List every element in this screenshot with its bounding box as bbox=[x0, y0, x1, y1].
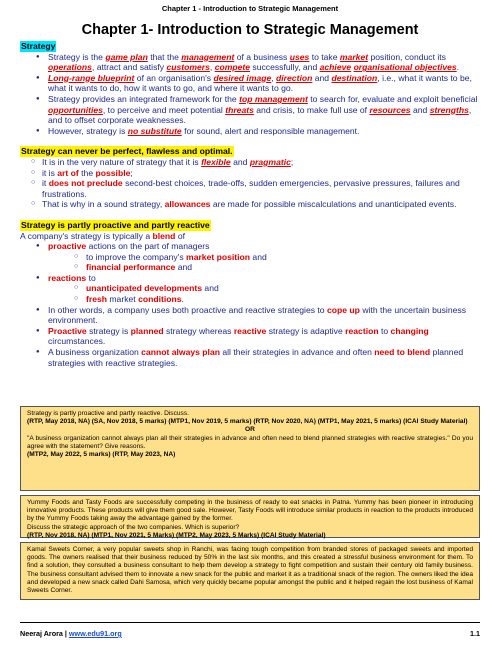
page-title: Chapter 1- Introduction to Strategic Management bbox=[81, 22, 419, 38]
list-item: ○ unanticipated developments and bbox=[20, 283, 480, 294]
section-strategy bbox=[20, 41, 480, 136]
main-content bbox=[20, 41, 480, 368]
question-box-2 bbox=[20, 495, 480, 538]
list-item: ○ to improve the company's market position and bbox=[20, 252, 480, 263]
footer-divider bbox=[20, 622, 480, 623]
list-item: ● reactions to ○ unanticipated developments and ○ fresh market conditions. bbox=[20, 273, 480, 305]
list-item: ● Strategy provides an integrated framework for the top management to search for, evaluate and exploit beneficial opportunities, to perceive and meet potential threats and crisis, to make full use of resources and strengths, and to offset corporate weaknesses. bbox=[20, 94, 480, 126]
case-text: Kamal Sweets Corner, a very popular sweets shop in Ranchi, was facing tough competition from branded stores of packaged sweets and imported goods. The owners realised that their business reduced by 50% in the last six months, and this created a stressful business environment for them. To find a solution, they consulted a business consultant to help them develop a strategy to fight competition and sustain their century old family business. The business consultant advised them to innovate a new snack for the public and market it as a traditional snack of the region. The owners liked the idea and developed a new snack called Dahi Samosa, which very quickly became popular amongst the public and it helped regain the lost business of Kamal Sweets Corner. bbox=[27, 546, 473, 595]
footer-author: Neeraj Arora | www.edu91.org bbox=[20, 629, 122, 638]
bullet-list bbox=[20, 52, 480, 137]
bullet-list bbox=[20, 241, 480, 368]
section-never-perfect bbox=[20, 146, 480, 210]
list-item: ● Strategy is the game plan that the management of a business uses to take market position, conduct its operations, attract and satisfy customers, compete successfully, and achieve organisational objectives. bbox=[20, 52, 480, 73]
list-item: ○ it does not preclude second-best choices, trade-offs, sudden emergencies, pervasive pressures, failures and frustrations. bbox=[20, 178, 480, 199]
list-item: ○ It is in the very nature of strategy that it is flexible and pragmatic; bbox=[20, 157, 480, 168]
question-sources: (RTP, May 2018, NA) (SA, Nov 2018, 5 marks) (MTP1, Nov 2019, 5 marks) (RTP, Nov 2020, NA) (MTP1, May 2021, 5 marks) (ICAI Study Material) bbox=[27, 418, 468, 426]
list-item: ○ That is why in a sound strategy, allowances are made for possible miscalculations and unanticipated events. bbox=[20, 199, 480, 210]
list-item: ○ fresh market conditions. bbox=[20, 294, 480, 305]
question-text: Discuss the strategic approach of the two companies. Which is superior? bbox=[27, 523, 240, 531]
question-sources: (MTP2, May 2022, 5 marks) (RTP, May 2023, NA) bbox=[27, 451, 176, 459]
sub-list bbox=[48, 283, 480, 304]
list-item: ○ it is art of the possible; bbox=[20, 168, 480, 179]
question-box-3 bbox=[20, 542, 480, 600]
section-proactive-reactive bbox=[20, 220, 480, 368]
sub-list bbox=[48, 252, 480, 273]
list-item: ● Long-range blueprint of an organisation's desired image, direction and destination, i.e., what it wants to be, what it wants to do, how it wants to go, and where it wants to go. bbox=[20, 73, 480, 94]
question-sources: (RTP, Nov 2018, NA) (MTP1, Nov 2021, 5 Marks) (MTP2, May 2023, 5 Marks) (ICAI Study Material) bbox=[27, 531, 326, 539]
case-text: Yummy Foods and Tasty Foods are successfully competing in the business of ready to eat snacks in Patna. Yummy has been pioneer in introducing innovative products. These products will give them good sale. However, Tasty Foods will introduce similar products in reaction to the products introduced by the Yummy Foods taking away the advantage gained by the former. bbox=[27, 499, 473, 523]
page-number: 1.1 bbox=[470, 629, 480, 638]
or-separator: OR bbox=[245, 426, 255, 434]
list-item: ○ financial performance and bbox=[20, 262, 480, 273]
website-link[interactable]: www.edu91.org bbox=[68, 629, 122, 638]
section-intro: A company's strategy is typically a blend of bbox=[20, 230, 185, 241]
list-item: ● Proactive strategy is planned strategy whereas reactive strategy is adaptive reaction to changing circumstances. bbox=[20, 326, 480, 347]
section-heading: Strategy bbox=[21, 41, 56, 51]
list-item: ● However, strategy is no substitute for sound, alert and responsible management. bbox=[20, 126, 480, 137]
question-text: Strategy is partly proactive and partly reactive. Discuss. bbox=[27, 410, 189, 417]
section-heading: Strategy can never be perfect, flawless and optimal. bbox=[21, 146, 233, 157]
question-box-1 bbox=[20, 406, 480, 491]
running-header: Chapter 1 - Introduction to Strategic Management bbox=[161, 4, 339, 13]
list-item: ● A business organization cannot always plan all their strategies in advance and often need to blend planned strategies with reactive strategies. bbox=[20, 347, 480, 368]
bullet-list bbox=[20, 157, 480, 210]
section-heading: Strategy is partly proactive and partly reactive bbox=[21, 219, 210, 230]
question-text: "A business organization cannot always plan all their strategies in advance and often need to blend planned strategies with reactive strategies." Do you agree with the statement? Give reasons. bbox=[27, 434, 473, 450]
list-item: ● In other words, a company uses both proactive and reactive strategies to cope up with the uncertain business environment. bbox=[20, 305, 480, 326]
list-item: ● proactive actions on the part of managers ○ to improve the company's market position and ○ financial performance and bbox=[20, 241, 480, 273]
